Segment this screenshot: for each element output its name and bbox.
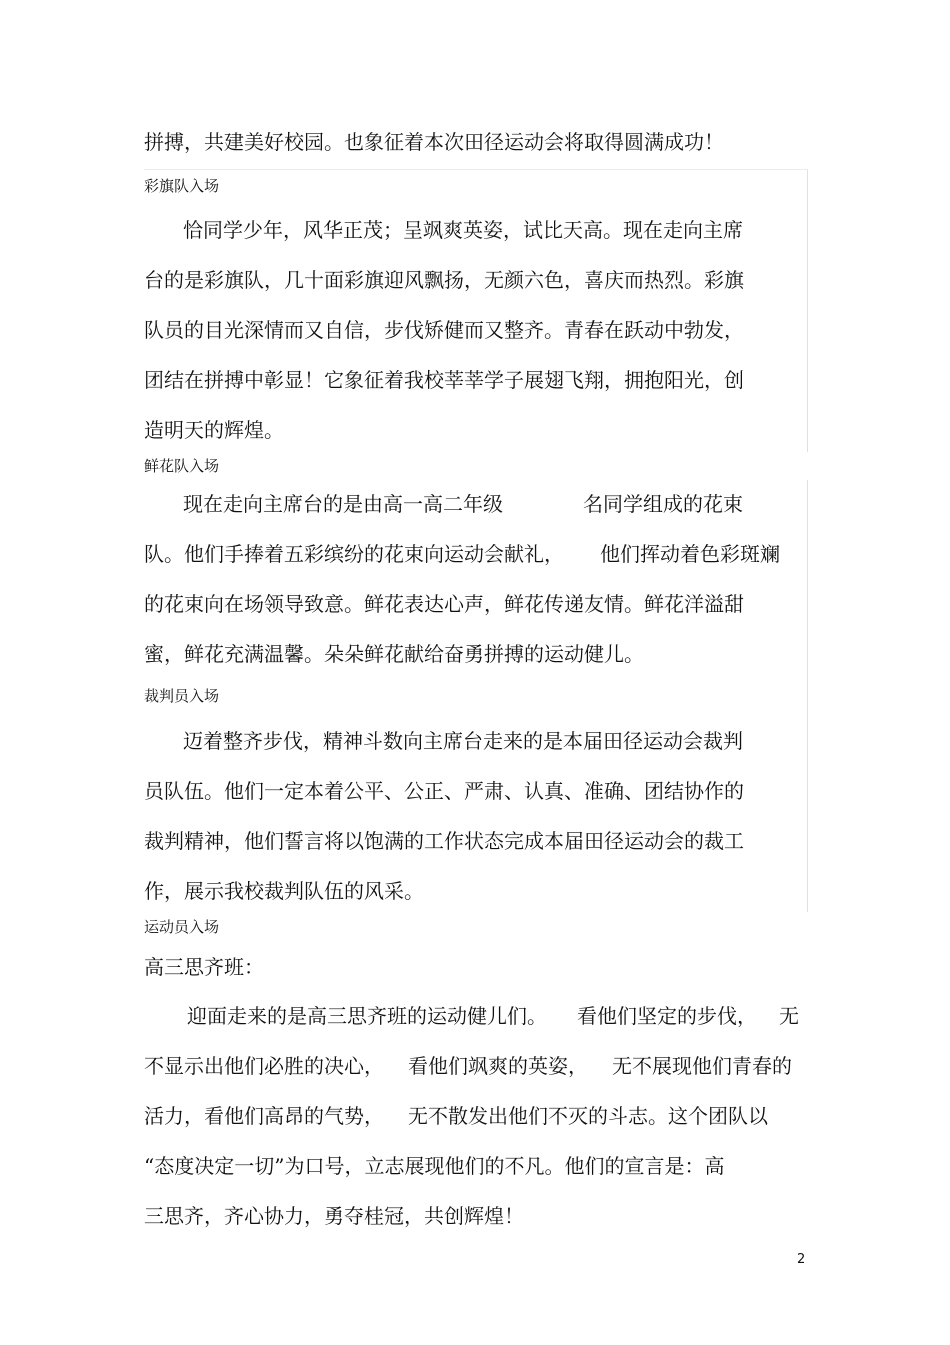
section-heading-flower: 鲜花队入场 — [144, 457, 220, 475]
paragraph-line: 员队伍。他们一定本着公平、公正、严肃、认真、准确、团结协作的 — [144, 779, 744, 803]
text-segment: 活力，看他们高昂的气势， — [144, 1104, 384, 1128]
text-segment: 迎面走来的是高三思齐班的运动健儿们。 — [187, 1004, 547, 1028]
paragraph-line: “态度决定一切”为口号，立志展现他们的不凡。他们的宣言是：高 — [144, 1154, 725, 1178]
text-segment: 队。他们手捧着五彩缤纷的花束向运动会献礼， — [144, 542, 564, 566]
paragraph-line: 作，展示我校裁判队伍的风采。 — [144, 879, 424, 903]
class-name: 高三思齐班： — [144, 955, 264, 979]
paragraph-line: 队员的目光深情而又自信，步伐矫健而又整齐。青春在跃动中勃发， — [144, 318, 744, 342]
paragraph-line: 恰同学少年，风华正茂；呈飒爽英姿，试比天高。现在走向主席 — [183, 218, 743, 242]
paragraph-line: 的花束向在场领导致意。鲜花表达心声，鲜花传递友情。鲜花洋溢甜 — [144, 592, 744, 616]
text-segment: 现在走向主席台的是由高一高二年级 — [183, 492, 503, 516]
frame-rule-1 — [807, 170, 808, 452]
text-segment: 无不散发出他们不灭的斗志。这个团队以 — [408, 1104, 768, 1128]
paragraph-line: 团结在拼搏中彰显！它象征着我校莘莘学子展翅飞翔，拥抱阳光，创 — [144, 368, 744, 392]
paragraph-line: 裁判精神，他们誓言将以饱满的工作状态完成本届田径运动会的裁工 — [144, 829, 744, 853]
intro-tail: 拼搏，共建美好校园。也象征着本次田径运动会将取得圆满成功！ — [144, 130, 724, 154]
paragraph-line — [144, 542, 780, 566]
text-segment: 看他们坚定的步伐， — [577, 1004, 757, 1028]
frame-rule-2 — [807, 480, 808, 912]
section-heading-flag: 彩旗队入场 — [144, 177, 220, 195]
paragraph-line — [144, 1104, 768, 1128]
text-segment: 不显示出他们必胜的决心， — [144, 1054, 384, 1078]
paragraph-line: 造明天的辉煌。 — [144, 418, 284, 442]
section-heading-referee: 裁判员入场 — [144, 687, 220, 705]
text-segment: 无 — [779, 1004, 799, 1028]
paragraph-line: 台的是彩旗队，几十面彩旗迎风飘扬，无颜六色，喜庆而热烈。彩旗 — [144, 268, 744, 292]
frame-top-1 — [144, 169, 808, 170]
section-heading-athletes: 运动员入场 — [144, 918, 220, 936]
paragraph-line: 三思齐，齐心协力，勇夺桂冠，共创辉煌！ — [144, 1204, 524, 1228]
paragraph-line — [187, 1004, 799, 1028]
text-segment: 无不展现他们青春的 — [612, 1054, 792, 1078]
paragraph-line — [183, 492, 743, 516]
paragraph-line: 迈着整齐步伐，精神斗数向主席台走来的是本届田径运动会裁判 — [183, 729, 743, 753]
paragraph-line: 蜜，鲜花充满温馨。朵朵鲜花献给奋勇拼搏的运动健儿。 — [144, 642, 644, 666]
text-segment: 他们挥动着色彩斑斓 — [600, 542, 780, 566]
page-number: 2 — [797, 1252, 806, 1267]
paragraph-line — [144, 1054, 792, 1078]
text-segment: 看他们飒爽的英姿， — [408, 1054, 588, 1078]
text-segment: 名同学组成的花束 — [583, 492, 743, 516]
